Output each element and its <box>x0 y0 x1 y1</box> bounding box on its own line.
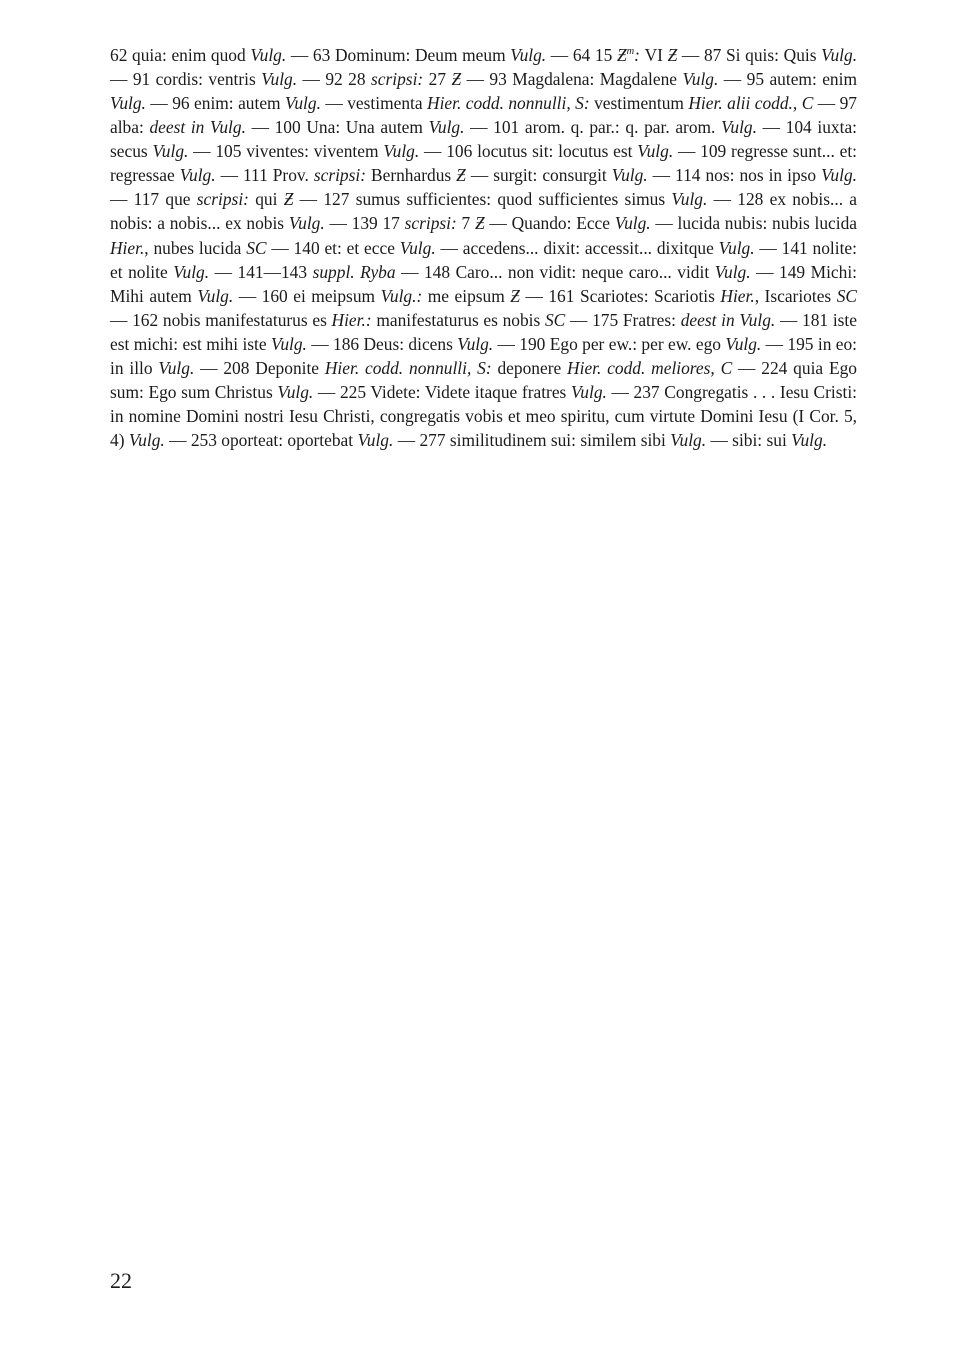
apparatus-text-segment: — 105 viventes: viventem <box>188 141 384 162</box>
apparatus-text-segment: — 95 autem: enim <box>718 68 857 89</box>
apparatus-siglum: Vulg. <box>682 68 719 89</box>
apparatus-siglum: Vulg. <box>197 285 234 306</box>
apparatus-text-segment: — 141—143 <box>209 261 313 282</box>
apparatus-siglum: Vulg. <box>721 117 757 138</box>
apparatus-siglum: deest in Vulg. <box>149 117 246 138</box>
apparatus-siglum: Hier. <box>720 285 755 306</box>
apparatus-text-segment: — 195 in eo: in illo <box>110 333 858 379</box>
apparatus-text-segment: — 139 17 <box>324 213 405 234</box>
apparatus-text-segment: — 127 sumus sufficientes: quod sufficientes simus <box>293 189 672 210</box>
apparatus-siglum: Vulg. <box>671 189 708 210</box>
apparatus-text-segment: — 92 28 <box>297 68 372 89</box>
apparatus-text-segment: — 106 locutus sit: locutus est <box>419 141 638 162</box>
apparatus-text-segment: — 64 15 <box>546 44 617 65</box>
apparatus-siglum: Ƶ <box>510 285 520 306</box>
apparatus-siglum: : <box>634 44 645 65</box>
apparatus-text-segment: — 175 Fratres: <box>565 309 681 330</box>
apparatus-text-segment: — 141 nolite: et nolite <box>110 237 857 282</box>
apparatus-siglum: scripsi: <box>196 189 249 210</box>
apparatus-text-segment: 7 <box>456 213 475 234</box>
apparatus-text-segment: — surgit: consurgit <box>465 165 612 186</box>
apparatus-text-segment: — 224 quia Ego sum: Ego sum Christus <box>110 358 857 403</box>
apparatus-text-segment: VI <box>644 44 668 65</box>
apparatus-text-segment: — lucida nubis: nubis lucida <box>650 213 857 234</box>
apparatus-text-segment: , nubes lucida <box>144 237 247 258</box>
apparatus-text-segment: — 181 iste est michi: est mihi iste <box>110 309 857 354</box>
apparatus-text-segment: — 140 et: et ecce <box>266 237 400 258</box>
apparatus-text-segment: — 114 nos: nos in ipso <box>647 165 822 186</box>
apparatus-text-segment: qui <box>248 189 284 210</box>
apparatus-text-segment: — 111 Prov. <box>215 165 314 186</box>
apparatus-siglum: deest in Vulg. <box>680 309 776 330</box>
apparatus-text-segment: manifestaturus es nobis <box>371 309 545 330</box>
apparatus-text-segment: — 128 ex nobis... a nobis: a nobis... ex nobis <box>110 189 858 234</box>
apparatus-text-segment: — 277 similitudinem sui: similem sibi <box>393 430 671 451</box>
apparatus-siglum: Hier. alii codd., C <box>688 92 814 113</box>
apparatus-text-segment: — Quando: Ecce <box>484 213 615 234</box>
apparatus-siglum: Vulg. <box>714 261 751 282</box>
apparatus-siglum: Vulg. <box>357 430 394 451</box>
apparatus-text-segment: — 225 Videte: Videte itaque fratres <box>313 382 571 403</box>
apparatus-siglum: Vulg. <box>288 213 325 234</box>
apparatus-siglum: Vulg. <box>821 44 858 65</box>
apparatus-siglum: scripsi: <box>313 165 367 186</box>
apparatus-siglum: Vulg. <box>399 237 436 258</box>
apparatus-text-segment: — sibi: sui <box>706 430 792 451</box>
apparatus-siglum: Vulg. <box>457 333 494 354</box>
apparatus-text-segment: 27 <box>423 68 452 89</box>
apparatus-siglum: scripsi: <box>404 213 457 234</box>
apparatus-text-segment: — 149 Michi: Mihi autem <box>110 261 857 306</box>
apparatus-siglum: suppl. Ryba <box>312 261 396 282</box>
apparatus-text-segment: — 96 enim: autem <box>145 92 286 113</box>
apparatus-text-segment: — 160 ei meipsum <box>233 285 381 306</box>
apparatus-text-segment: — 190 Ego per ew.: per ew. ego <box>493 333 726 354</box>
apparatus-text-segment: — 100 Una: Una autem <box>245 117 429 138</box>
apparatus-siglum: Vulg. <box>179 165 216 186</box>
apparatus-text-segment: — 91 cordis: ventris <box>110 68 262 89</box>
apparatus-siglum: Vulg. <box>128 430 165 451</box>
apparatus-siglum: Hier.: <box>331 309 372 330</box>
apparatus-siglum: Ƶ <box>616 44 627 65</box>
apparatus-text-segment: me eipsum <box>422 285 511 306</box>
apparatus-siglum: Ƶ <box>456 165 466 186</box>
apparatus-siglum: Vulg. <box>158 358 195 379</box>
apparatus-siglum: Vulg. <box>110 92 146 113</box>
apparatus-siglum: SC <box>246 237 267 258</box>
apparatus-siglum: Vulg. <box>510 44 547 65</box>
apparatus-text-segment: — 109 regresse sunt... et: regressae <box>110 141 857 186</box>
apparatus-text-segment: — 253 oporteat: oportebat <box>164 430 358 451</box>
apparatus-siglum: Vulg. <box>670 430 707 451</box>
apparatus-text-segment: Bernhardus <box>366 165 457 186</box>
apparatus-siglum: Vulg. <box>261 68 298 89</box>
apparatus-siglum: Vulg. <box>285 92 321 113</box>
apparatus-siglum: Vulg.: <box>380 285 423 306</box>
apparatus-siglum: Vulg. <box>821 165 857 186</box>
apparatus-siglum: Hier. codd. meliores, C <box>567 358 733 379</box>
apparatus-siglum: Vulg. <box>718 237 755 258</box>
apparatus-text-segment: — 117 que <box>110 189 197 210</box>
apparatus-siglum: Vulg. <box>791 430 828 451</box>
apparatus-text-segment: — 148 Caro... non vidit: neque caro... vidit <box>395 261 715 282</box>
apparatus-siglum: SC <box>836 285 857 306</box>
apparatus-text-segment: — 161 Scariotes: Scariotis <box>519 285 721 306</box>
apparatus-siglum: SC <box>544 309 566 330</box>
apparatus-siglum: Vulg. <box>570 382 607 403</box>
apparatus-text-segment: deponere <box>491 358 568 379</box>
apparatus-text-segment: — vestimenta <box>320 92 428 113</box>
apparatus-text-segment: — 186 Deus: dicens <box>306 333 458 354</box>
apparatus-text-segment: — 104 iuxta: secus <box>110 117 857 162</box>
critical-apparatus-paragraph <box>110 40 857 452</box>
apparatus-text-segment: — 101 arom. q. par.: q. par. arom. <box>464 117 722 138</box>
apparatus-siglum: Vulg. <box>152 141 189 162</box>
apparatus-text-segment: — accedens... dixit: accessit... dixitque <box>435 237 719 258</box>
apparatus-siglum: Vulg. <box>173 261 210 282</box>
apparatus-siglum: m <box>626 46 635 57</box>
apparatus-text-segment: — 237 Congregatis . . . Iesu Cristi: in nomine Domini nostri Iesu Christi, congregatis vobis et meo spiritu, cum virtute Domini Iesu (I Cor. 5, 4) <box>110 382 858 451</box>
apparatus-siglum: Vulg. <box>637 141 674 162</box>
apparatus-siglum: Hier. <box>110 237 145 258</box>
apparatus-siglum: Ƶ <box>451 68 462 89</box>
apparatus-text-segment: — 63 Dominum: Deum meum <box>286 44 511 65</box>
apparatus-siglum: scripsi: <box>371 68 424 89</box>
apparatus-siglum: Vulg. <box>270 333 307 354</box>
apparatus-siglum: Vulg. <box>383 141 420 162</box>
apparatus-siglum: Vulg. <box>428 117 465 138</box>
apparatus-siglum: Ƶ <box>667 44 678 65</box>
apparatus-siglum: Vulg. <box>611 165 648 186</box>
apparatus-siglum: Hier. codd. nonnulli, S: <box>427 92 590 113</box>
page-number: 22 <box>110 1268 132 1293</box>
apparatus-siglum: Vulg. <box>614 213 651 234</box>
apparatus-text-segment: , Iscariotes <box>754 285 837 306</box>
apparatus-text-segment: — 97 alba: <box>110 92 857 138</box>
apparatus-siglum: Vulg. <box>725 333 762 354</box>
apparatus-text-segment: — 87 Si quis: Quis <box>677 44 822 65</box>
apparatus-text-segment: vestimentum <box>589 92 689 113</box>
apparatus-text-segment: — 208 Deponite <box>194 358 325 379</box>
apparatus-siglum: Vulg. <box>250 44 287 65</box>
apparatus-siglum: Ƶ <box>475 213 485 234</box>
apparatus-text-segment: — 93 Magdalena: Magdalene <box>461 68 683 89</box>
apparatus-text-segment: — 162 nobis manifestaturus es <box>110 309 332 330</box>
apparatus-text-segment: 62 quia: enim quod <box>110 44 251 65</box>
apparatus-siglum: Hier. codd. nonnulli, S: <box>324 358 492 379</box>
apparatus-siglum: Vulg. <box>277 382 314 403</box>
apparatus-siglum: Ƶ <box>283 189 294 210</box>
